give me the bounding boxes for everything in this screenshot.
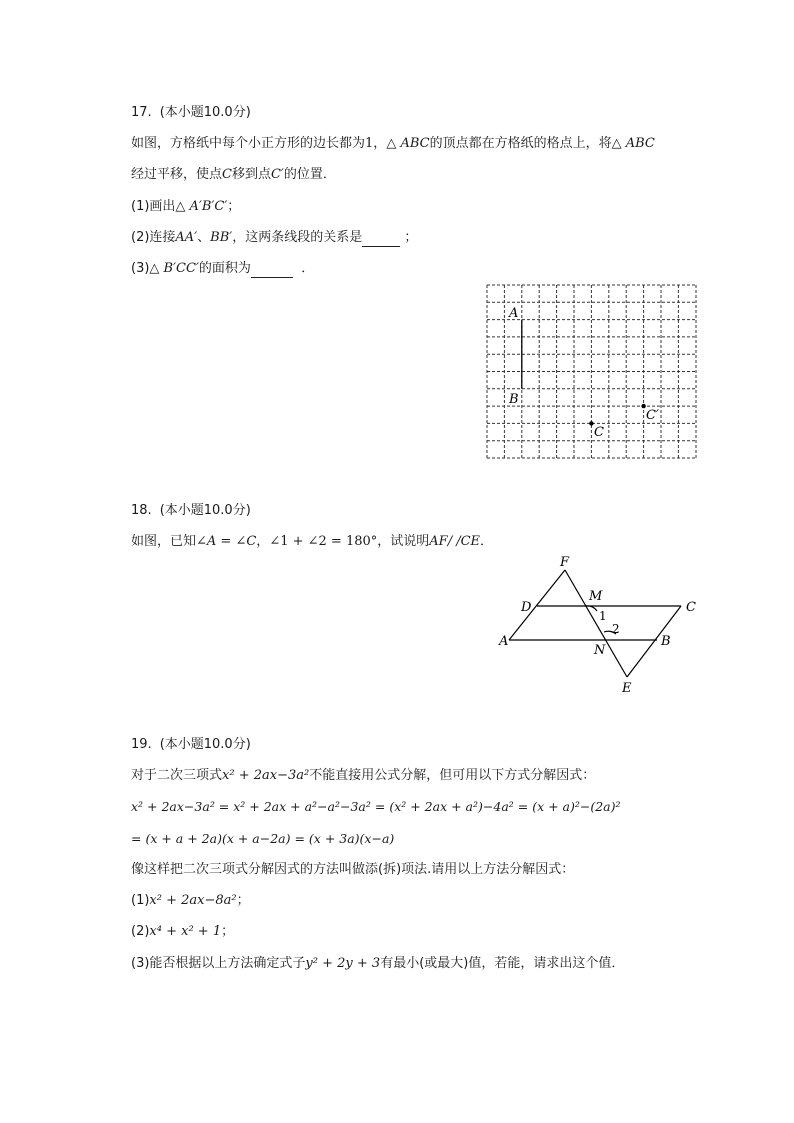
q19-math: x² + 2ax−3a² [222,768,310,783]
q17-text: 的面积为 [198,261,251,276]
point-c [589,421,593,425]
label-angle-2: 2 [612,622,620,636]
label-m: M [589,589,603,604]
q17-text: 的顶点都在方格纸的格点上，将 [429,136,612,151]
q19-text: 不能直接用公式分解，但可用以下方式分解因式： [309,768,596,783]
q19-derivation-line1: x² + 2ax−3a² = x² + 2ax + a²−a²−3a² = (x² + 2ax + a²)−4a² = (x + a)²−(2a)² [131,799,621,814]
q17-text: 如图，方格纸中每个小正方形的边长都为 [131,136,366,151]
q19-part2 [131,923,234,941]
q17-text: 的位置． [283,167,336,182]
line-ce [627,606,681,677]
q17-answer-blank-2[interactable] [362,232,400,247]
q17-text: ； [227,199,241,214]
q17-math: C′ [270,167,284,182]
label-b: B [661,634,671,649]
q18-math: AF/ /CE [429,534,481,549]
label-angle-1: 1 [599,609,607,623]
q17-header [131,104,251,122]
q18-text: ， [256,534,270,549]
q17-text: (3) [131,261,150,276]
q19-part3 [131,955,624,973]
label-c: C [594,425,604,440]
label-c: C [686,600,696,615]
q19-number: 19. [131,737,152,752]
label-a: A [509,306,519,321]
q17-text: 、 [197,230,211,245]
q19-text: (3)能否根据以上方法确定式子 [131,956,306,971]
line-af [509,570,565,640]
label-d: D [521,600,532,615]
q18-math: ∠1 + ∠2 = 180° [269,534,378,549]
q17-part2 [131,229,417,247]
q17-stem-line2 [131,166,336,184]
q17-number: 17. [131,105,152,120]
q19-part1 [131,892,250,910]
q18-text: ，试说明 [377,534,430,549]
q18-text: 如图，已知 [131,534,197,549]
q17-grid-figure [480,280,702,465]
q19-text: 有最小(或最大)值，若能，请求出这个值． [380,956,625,971]
q19-math: x⁴ + x² + 1 [149,924,222,939]
q18-geometry-figure [495,552,705,700]
q19-text: ； [221,924,235,939]
q17-score: (本小题10.0分) [159,105,251,120]
q17-text: ； [404,230,418,245]
q19-text: (2) [131,924,150,939]
q19-math: x² + 2ax−8a² [149,893,237,908]
q17-math: BB′ [210,230,233,245]
q18-text: ． [480,534,494,549]
q17-math: △ ABC [611,136,655,151]
q19-derivation-line2: = (x + a + 2a)(x + a−2a) = (x + 3a)(x−a) [131,831,395,846]
label-b: B [509,392,519,407]
q17-text: ． [301,261,315,276]
q18-number: 18. [131,503,152,518]
q17-math: △ B′CC′ [149,261,199,276]
q17-text: 1 [365,136,374,151]
q17-math: AA′ [175,230,198,245]
q17-math: C [222,167,232,182]
q17-text: ，这两条线段的关系是 [232,230,363,245]
q19-math: y² + 2y + 3 [305,956,381,971]
label-c-prime: C′ [646,408,659,423]
q17-part3 [131,260,314,278]
q17-text: ， [373,136,387,151]
q17-text: 经过平移，使点 [131,167,223,182]
q19-method-note: 像这样把二次三项式分解因式的方法叫做添(拆)项法.请用以上方法分解因式： [131,862,575,877]
q19-line1 [131,767,595,785]
q19-text: ； [236,893,250,908]
q17-text: (1)画出 [131,199,176,214]
q19-score: (本小题10.0分) [159,737,251,752]
q19-text: 对于二次三项式 [131,768,223,783]
label-n: N [594,643,606,658]
label-f: F [560,555,570,570]
q17-stem-line1 [131,135,655,153]
label-a: A [499,634,509,649]
q17-text: (2)连接 [131,230,176,245]
q19-header [131,736,251,754]
q18-score: (本小题10.0分) [159,503,251,518]
q17-part1 [131,198,240,216]
q17-math: △ ABC [386,136,430,151]
q19-text: (1) [131,893,150,908]
q18-header [131,502,251,520]
q18-math: ∠A = ∠C [196,534,257,549]
q17-text: 移到点 [231,167,271,182]
q17-answer-blank-3[interactable] [251,263,293,278]
q17-math: △ A′B′C′ [175,199,228,214]
q18-stem [131,533,493,551]
label-e: E [622,681,632,696]
